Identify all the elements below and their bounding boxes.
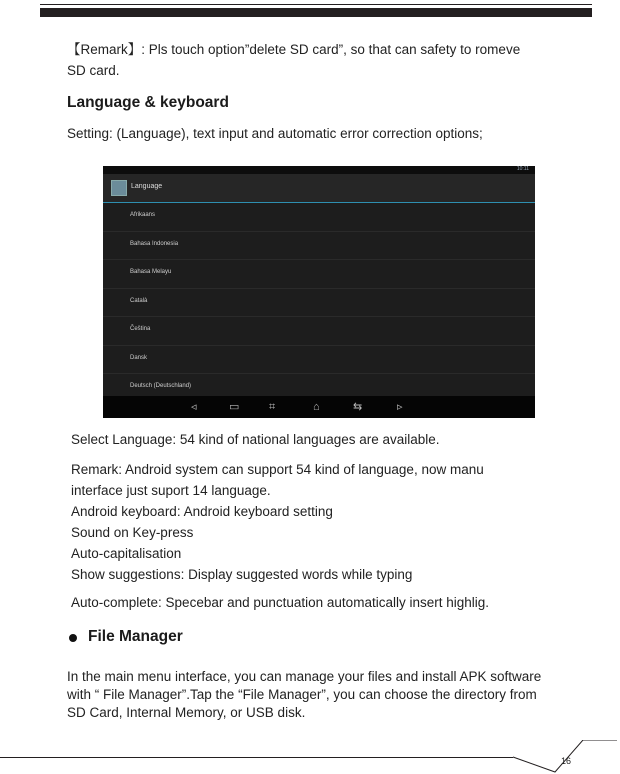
back-icon[interactable]: ⇆	[353, 401, 363, 413]
detail-autocap: Auto-capitalisation	[71, 546, 182, 561]
file-line-3: SD Card, Internal Memory, or USB disk.	[67, 705, 306, 720]
detail-remark: Remark: Android system can support 54 kind of language, now manu	[71, 462, 484, 477]
volume-up-icon[interactable]: ▹	[397, 401, 403, 413]
language-list	[103, 203, 535, 418]
screenshot-icon[interactable]: ⌗	[269, 401, 276, 413]
list-item[interactable]: Čeština	[103, 317, 535, 346]
page-number: 16	[561, 756, 572, 766]
list-item[interactable]: Afrikaans	[103, 203, 535, 232]
file-manager-heading: File Manager	[88, 628, 183, 645]
detail-suggestions: Show suggestions: Display suggested words while typing	[71, 567, 413, 582]
settings-icon	[111, 180, 127, 196]
file-line-1: In the main menu interface, you can manage your files and install APK software	[67, 669, 542, 684]
status-bar	[103, 166, 535, 174]
detail-remark-cont: interface just suport 14 language.	[71, 483, 271, 498]
detail-select-language: Select Language: 54 kind of national languages are available.	[71, 432, 440, 447]
volume-down-icon[interactable]: ◃	[191, 401, 197, 413]
list-item[interactable]: Català	[103, 289, 535, 318]
home-icon[interactable]: ⌂	[313, 401, 320, 413]
list-item[interactable]: Dansk	[103, 346, 535, 375]
nav-bar	[103, 396, 535, 418]
file-line-2: with “ File Manager”.Tap the “File Manager”, you can choose the directory from	[67, 687, 537, 702]
status-time: 10:11	[516, 166, 529, 172]
bullet-dot	[69, 634, 77, 642]
language-heading: Language & keyboard	[67, 94, 229, 111]
language-settings-screenshot	[103, 166, 535, 418]
app-bar	[103, 174, 535, 203]
detail-sound: Sound on Key-press	[71, 525, 194, 540]
list-item[interactable]: Bahasa Melayu	[103, 260, 535, 289]
app-title: Language	[131, 183, 163, 190]
remark-line-1: 【Remark】: Pls touch option”delete SD card”, so that can safety to romeve	[67, 42, 521, 57]
list-item[interactable]: Deutsch (Deutschland)	[103, 374, 535, 403]
menu-icon[interactable]: ▭	[229, 401, 240, 413]
detail-keyboard: Android keyboard: Android keyboard setting	[71, 504, 333, 519]
footer-rule	[0, 757, 513, 758]
language-intro: Setting: (Language), text input and automatic error correction options;	[67, 126, 483, 141]
remark-line-2: SD card.	[67, 63, 120, 78]
header-rule-thin	[40, 4, 592, 5]
list-item[interactable]: Bahasa Indonesia	[103, 232, 535, 261]
detail-autocomplete: Auto-complete: Specebar and punctuation automatically insert highlig.	[71, 595, 489, 610]
header-rule	[40, 8, 592, 17]
